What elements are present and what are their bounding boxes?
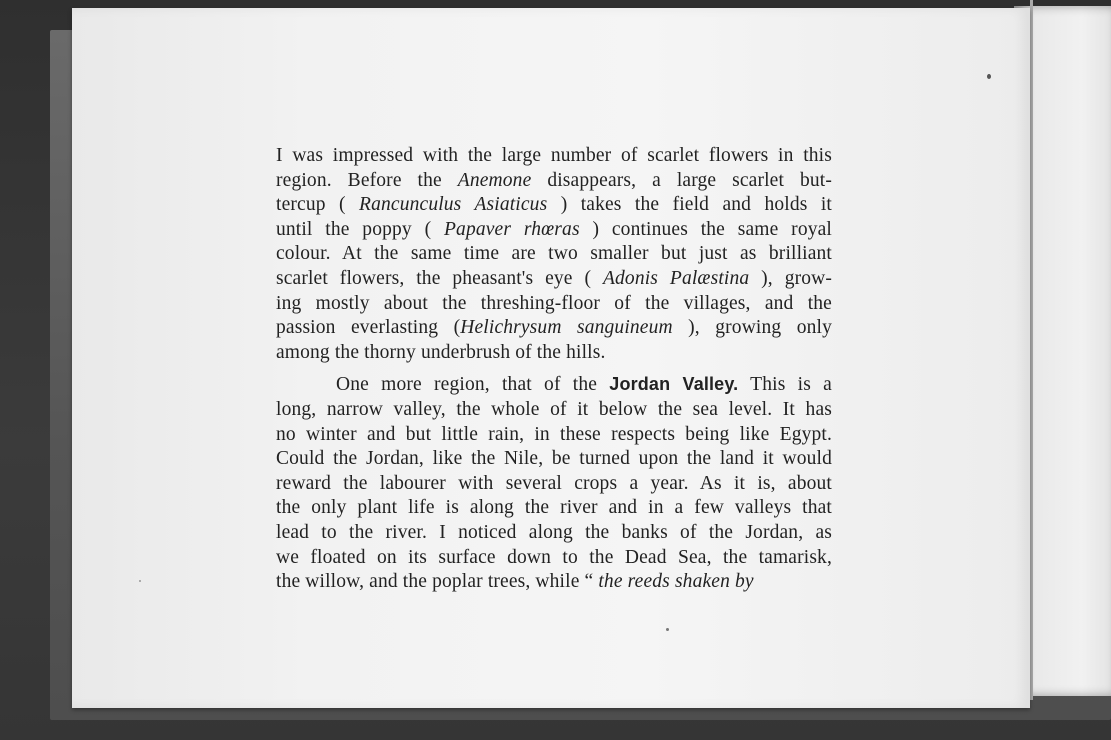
text-line [276, 472, 832, 497]
text-line [276, 169, 832, 194]
text-line [276, 372, 832, 398]
ink-speck [987, 74, 991, 79]
italic-term: Rancunculus Asiaticus [359, 194, 548, 216]
bold-heading: Jordan Valley. [609, 374, 739, 395]
text-run: ) continues the same royal [579, 218, 832, 240]
text-run: lead to the river. I noticed along the banks of the Jordan, as [276, 521, 832, 543]
text-run: Could the Jordan, like the Nile, be turned upon the land it would [276, 448, 832, 470]
text-line [276, 144, 832, 169]
text-run: until the poppy ( [276, 218, 444, 240]
text-run: tercup ( [276, 194, 360, 216]
text-line [276, 242, 832, 267]
text-run: disappears, a large scarlet but- [531, 169, 833, 191]
text-run: among the thorny underbrush of the hills. [276, 341, 606, 363]
text-run: ) takes the field and holds it [547, 194, 832, 216]
ink-speck [139, 580, 141, 582]
text-run: we floated on its surface down to the Dead Sea, the tamarisk, [276, 546, 832, 568]
page-edge [1030, 0, 1033, 700]
text-line [276, 292, 832, 317]
ink-speck [666, 628, 669, 631]
text-run: reward the labourer with several crops a year. As it is, about [276, 472, 832, 494]
italic-term: Papaver rhœras [443, 218, 580, 240]
text-run: I was impressed with the large number of scarlet flowers in this [276, 145, 832, 166]
body-text [276, 144, 832, 595]
text-run: no winter and but little rain, in these respects being like Egypt. [276, 423, 832, 445]
paragraph [276, 144, 832, 365]
text-run: colour. At the same time are two smaller but just as brilliant [276, 243, 832, 265]
text-run: the only plant life is along the river and in a few valleys that [276, 497, 832, 519]
text-line [276, 447, 832, 472]
text-run: passion everlasting ( [276, 317, 461, 339]
text-run: scarlet flowers, the pheasant's eye ( [276, 267, 603, 289]
text-line [276, 496, 832, 521]
text-line [276, 570, 832, 595]
text-line [276, 267, 832, 292]
text-line [276, 423, 832, 448]
text-run: ), growing only [672, 317, 833, 339]
text-run: One more region, that of the [336, 374, 610, 396]
text-line [276, 316, 832, 341]
book-page [72, 8, 1030, 708]
text-line [276, 521, 832, 546]
text-line [276, 398, 832, 423]
text-line [276, 341, 832, 366]
italic-term: Adonis Palæstina [602, 267, 750, 289]
text-run: This is a [738, 374, 832, 396]
italic-term: Helichrysum sanguineum [460, 317, 673, 339]
text-line [276, 193, 832, 218]
text-run: the willow, and the poplar trees, while “ [276, 571, 599, 593]
text-run: long, narrow valley, the whole of it below the sea level. It has [276, 398, 832, 420]
text-line [276, 218, 832, 243]
italic-term: the reeds shaken by [598, 571, 754, 593]
text-run: region. Before the [276, 169, 458, 191]
text-run: ), grow- [749, 267, 833, 289]
paragraph [276, 372, 832, 594]
text-run: ing mostly about the threshing-floor of the villages, and the [276, 292, 832, 314]
italic-term: Anemone [457, 169, 532, 191]
text-line [276, 546, 832, 571]
